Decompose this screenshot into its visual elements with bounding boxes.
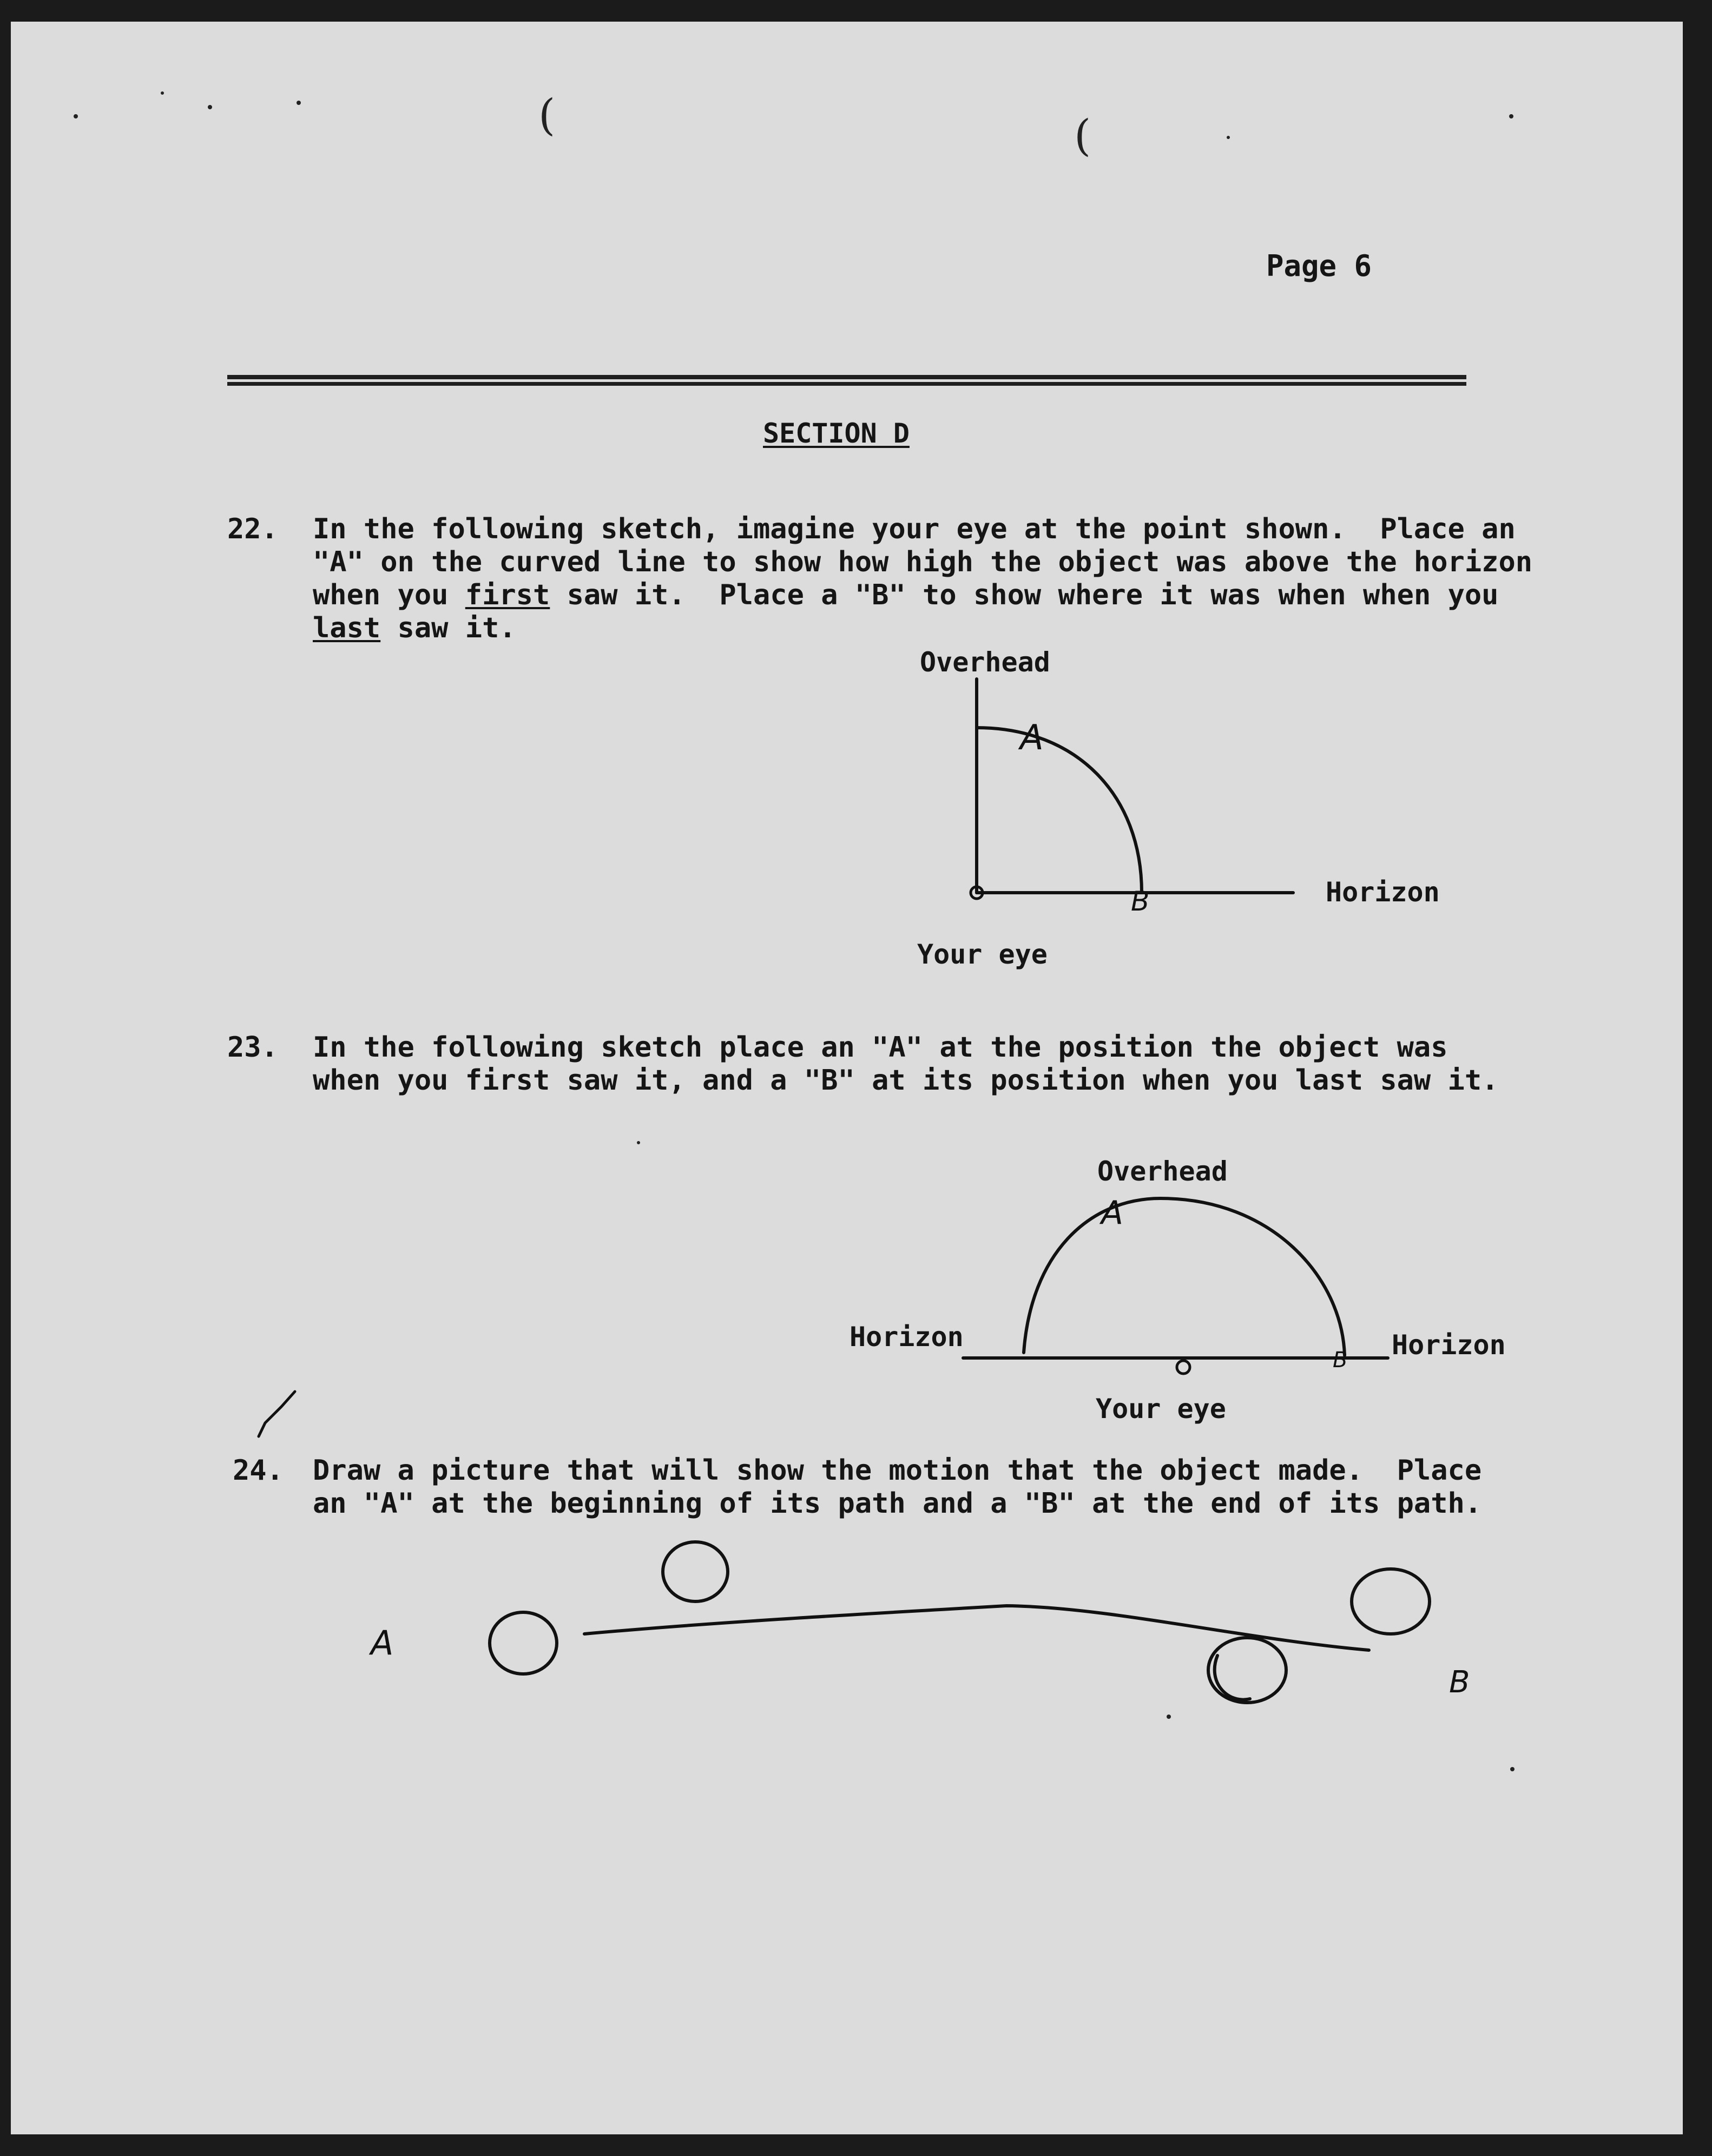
- q22-handwritten-a: A: [1020, 718, 1044, 758]
- question-22-line-4-post: saw it.: [380, 612, 516, 644]
- question-22-first-emphasis: first: [465, 579, 550, 611]
- section-title: SECTION D: [763, 418, 910, 449]
- svg-text:(: (: [1074, 110, 1091, 161]
- question-22-line-1: In the following sketch, imagine your eye at the point shown. Place an: [313, 513, 1516, 545]
- q23-sketch: [963, 1198, 1388, 1374]
- question-23-line-1: In the following sketch place an "A" at the position the object was: [313, 1031, 1448, 1064]
- q22-quarter-arc: [977, 728, 1142, 893]
- svg-text:(: (: [538, 90, 556, 140]
- circle-1: [490, 1612, 557, 1674]
- q23-handwritten-b: B: [1333, 1348, 1348, 1373]
- q23-horizon-right-label: Horizon: [1392, 1329, 1506, 1361]
- q23-eye-marker: [1177, 1361, 1190, 1374]
- q22-handwritten-b: B: [1131, 886, 1150, 917]
- q23-handwritten-a: A: [1101, 1194, 1124, 1232]
- page-number: Page 6: [1266, 249, 1372, 283]
- question-24-line-2: an "A" at the beginning of its path and a "B" at the end of its path.: [313, 1487, 1482, 1520]
- question-24-line-1: Draw a picture that will show the motion that the object made. Place: [313, 1454, 1482, 1487]
- circle-3: [1208, 1638, 1286, 1703]
- q22-eye-label: Your eye: [917, 939, 1048, 970]
- question-22-last-emphasis: last: [313, 612, 381, 644]
- question-22-number: 22.: [227, 513, 278, 545]
- check-mark: [259, 1392, 295, 1436]
- q23-horizon-left-label: Horizon: [850, 1321, 964, 1353]
- q24-handwritten-a: A: [371, 1623, 394, 1663]
- q23-overhead-label: Overhead: [1097, 1156, 1228, 1187]
- question-22-line-3-pre: when you: [313, 579, 465, 611]
- q22-horizon-label: Horizon: [1326, 876, 1440, 908]
- circle-2: [663, 1542, 728, 1601]
- q24-handwritten-b: B: [1449, 1665, 1470, 1700]
- circle-4: [1352, 1569, 1430, 1634]
- q22-overhead-label: Overhead: [920, 647, 1050, 678]
- question-22-line-2: "A" on the curved line to show how high the object was above the horizon: [313, 546, 1533, 578]
- q22-sketch: [971, 679, 1293, 899]
- question-22-line-3-post: saw it. Place a "B" to show where it was when when you: [550, 579, 1499, 611]
- scan-artifacts: [74, 90, 1515, 1771]
- question-23-line-2: when you first saw it, and a "B" at its position when you last saw it.: [313, 1064, 1499, 1097]
- q23-semicircle-arc: [1024, 1198, 1345, 1355]
- question-23-number: 23.: [227, 1031, 278, 1064]
- q24-drawing: [490, 1542, 1430, 1703]
- q23-eye-label: Your eye: [1096, 1393, 1226, 1425]
- motion-path: [584, 1606, 1369, 1650]
- question-24-number: 24.: [233, 1454, 284, 1487]
